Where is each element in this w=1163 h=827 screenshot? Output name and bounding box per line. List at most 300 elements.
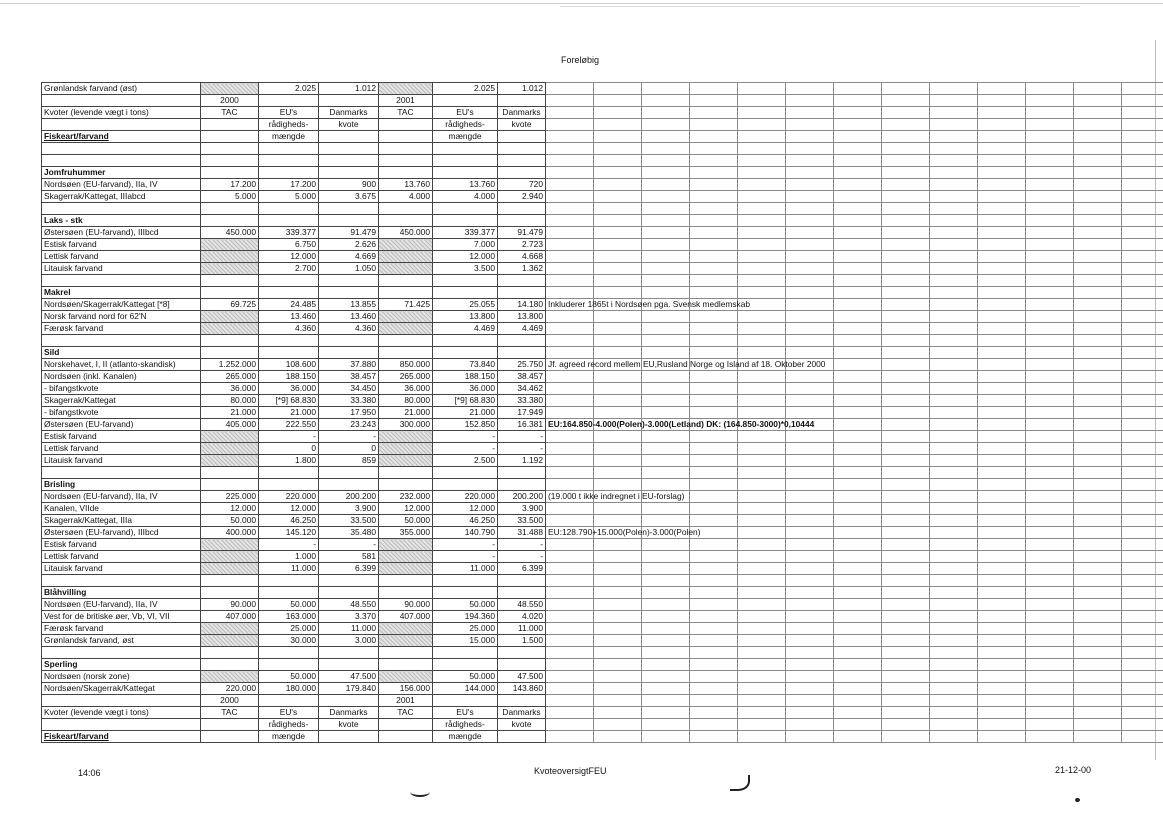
empty-cell [978,467,1026,479]
value-cell: 194.360 [433,611,498,623]
empty-cell [834,455,882,467]
table-row [42,515,1163,527]
value-cell [379,443,433,455]
empty-cell [594,659,642,671]
empty-cell [1074,647,1122,659]
empty-cell [594,347,642,359]
empty-cell [882,527,930,539]
value-cell: 407.000 [379,611,433,623]
empty-cell [738,707,786,719]
empty-cell [930,515,978,527]
empty-cell [834,359,882,371]
species-area-cell: Laks - stk [42,215,201,227]
empty-cell [930,419,978,431]
empty-cell [786,683,834,695]
value-cell: 12.000 [433,503,498,515]
empty-cell [738,383,786,395]
empty-cell [594,227,642,239]
empty-cell [978,179,1026,191]
empty-cell [1074,203,1122,215]
empty-cell [786,275,834,287]
empty-cell [1026,347,1074,359]
empty-cell [546,467,594,479]
empty-cell [786,263,834,275]
empty-cell [786,383,834,395]
empty-cell [834,227,882,239]
value-cell [201,323,259,335]
empty-cell [546,635,594,647]
empty-cell [978,563,1026,575]
empty-cell [1026,575,1074,587]
empty-cell [786,119,834,131]
value-cell: 2.025 [259,83,319,95]
empty-cell [642,503,690,515]
empty-cell [930,287,978,299]
empty-cell [978,443,1026,455]
empty-cell [1026,227,1074,239]
empty-cell [690,671,738,683]
empty-cell [882,131,930,143]
value-cell: 4.668 [498,251,546,263]
empty-cell [882,551,930,563]
empty-cell [1074,143,1122,155]
value-cell [379,203,433,215]
value-cell [201,635,259,647]
species-area-cell: Nordsøen (norsk zone) [42,671,201,683]
empty-cell [786,107,834,119]
value-cell: 11.000 [433,563,498,575]
value-cell [319,287,379,299]
empty-cell [546,179,594,191]
empty-cell [930,659,978,671]
empty-cell [978,359,1026,371]
value-cell [433,287,498,299]
species-area-cell: Kvoter (levende vægt i tons) [42,707,201,719]
empty-cell [1074,335,1122,347]
empty-cell [786,287,834,299]
value-cell: 12.000 [201,503,259,515]
value-cell: 152.850 [433,419,498,431]
empty-cell [834,107,882,119]
empty-cell [1122,551,1163,563]
table-row [42,527,1163,539]
value-cell: 4.000 [379,191,433,203]
value-cell: mængde [433,131,498,143]
empty-cell [1026,563,1074,575]
value-cell: 23.243 [319,419,379,431]
table-row [42,95,1163,107]
species-area-cell: Sperling [42,659,201,671]
empty-cell [882,443,930,455]
empty-cell [594,179,642,191]
empty-cell [978,203,1026,215]
table-row [42,299,1163,311]
empty-cell [594,131,642,143]
empty-cell [1074,83,1122,95]
value-cell [259,647,319,659]
empty-cell [642,83,690,95]
empty-cell [1074,503,1122,515]
empty-cell [978,95,1026,107]
empty-cell [786,371,834,383]
empty-cell [882,539,930,551]
value-cell [498,215,546,227]
empty-cell [594,443,642,455]
empty-cell [834,239,882,251]
empty-cell [930,443,978,455]
empty-cell [1026,179,1074,191]
value-cell: 2001 [379,95,433,107]
empty-cell [738,671,786,683]
empty-cell [1122,539,1163,551]
value-cell: 3.370 [319,611,379,623]
empty-cell [1074,167,1122,179]
empty-cell [594,503,642,515]
empty-cell [642,371,690,383]
value-cell: 48.550 [319,599,379,611]
value-cell [498,287,546,299]
value-cell [259,143,319,155]
value-cell: 13.800 [433,311,498,323]
value-cell: 144.000 [433,683,498,695]
value-cell [379,719,433,731]
empty-cell [738,95,786,107]
species-area-cell [42,467,201,479]
empty-cell [738,503,786,515]
empty-cell [642,263,690,275]
empty-cell [642,179,690,191]
species-area-cell: Kvoter (levende vægt i tons) [42,107,201,119]
empty-cell [930,263,978,275]
species-area-cell: Nordsøen (inkl. Kanalen) [42,371,201,383]
empty-cell [978,647,1026,659]
table-row [42,611,1163,623]
species-area-cell [42,275,201,287]
empty-cell [978,623,1026,635]
value-cell: 0 [259,443,319,455]
value-cell: 2.025 [433,83,498,95]
value-cell [379,587,433,599]
footer-filename: KvoteoversigtFEU [534,766,607,776]
empty-cell [1122,203,1163,215]
value-cell: 1.000 [259,551,319,563]
empty-cell [1122,251,1163,263]
value-cell [259,155,319,167]
empty-cell [738,227,786,239]
value-cell [201,431,259,443]
empty-cell [882,695,930,707]
empty-cell [1074,611,1122,623]
empty-cell [1122,227,1163,239]
quota-table [41,82,1163,743]
value-cell [259,479,319,491]
empty-cell [738,215,786,227]
empty-cell [882,707,930,719]
empty-cell [738,395,786,407]
empty-cell [642,311,690,323]
value-cell: Danmarks [498,707,546,719]
empty-cell [1026,119,1074,131]
species-area-cell: Færøsk farvand [42,323,201,335]
value-cell [379,251,433,263]
empty-cell [930,203,978,215]
value-cell [201,215,259,227]
empty-cell [594,539,642,551]
empty-cell [546,215,594,227]
empty-cell [594,575,642,587]
value-cell: 400.000 [201,527,259,539]
empty-cell [546,671,594,683]
empty-cell [930,383,978,395]
value-cell: 232.000 [379,491,433,503]
empty-cell [786,347,834,359]
value-cell [201,731,259,743]
value-cell: 37.880 [319,359,379,371]
empty-cell [930,575,978,587]
empty-cell [882,611,930,623]
empty-cell [978,455,1026,467]
empty-cell [882,575,930,587]
value-cell [498,167,546,179]
empty-cell [786,95,834,107]
empty-cell [642,479,690,491]
value-cell [259,95,319,107]
table-row [42,131,1163,143]
empty-cell [690,179,738,191]
value-cell [201,455,259,467]
value-cell: 46.250 [259,515,319,527]
value-cell [201,479,259,491]
empty-cell [786,335,834,347]
empty-cell [546,503,594,515]
empty-cell [1122,671,1163,683]
empty-cell [930,635,978,647]
empty-cell [1026,731,1074,743]
empty-cell [546,167,594,179]
empty-cell [930,299,978,311]
empty-cell [642,407,690,419]
empty-cell [642,659,690,671]
empty-cell [690,347,738,359]
empty-cell [1074,431,1122,443]
empty-cell [738,311,786,323]
empty-cell [1074,371,1122,383]
empty-cell [738,251,786,263]
value-cell [201,83,259,95]
table-row [42,347,1163,359]
value-cell [379,143,433,155]
empty-cell [1122,239,1163,251]
empty-cell [834,623,882,635]
value-cell [433,347,498,359]
empty-cell [930,239,978,251]
empty-cell [930,503,978,515]
empty-cell [546,599,594,611]
value-cell [201,167,259,179]
empty-cell [1122,683,1163,695]
empty-cell [690,191,738,203]
empty-cell [738,731,786,743]
value-cell: 4.360 [319,323,379,335]
value-cell [498,695,546,707]
empty-cell [738,107,786,119]
empty-cell [738,455,786,467]
empty-cell [594,455,642,467]
species-area-cell: Lettisk farvand [42,251,201,263]
empty-cell [594,155,642,167]
empty-cell [882,371,930,383]
empty-cell [1122,695,1163,707]
value-cell [433,95,498,107]
empty-cell [1074,215,1122,227]
empty-cell [978,431,1026,443]
value-cell: 4.360 [259,323,319,335]
value-cell [379,467,433,479]
empty-cell [834,263,882,275]
empty-cell [834,671,882,683]
empty-cell [786,527,834,539]
empty-cell [1026,431,1074,443]
value-cell: 25.000 [259,623,319,635]
empty-cell [642,251,690,263]
empty-cell [738,203,786,215]
empty-cell [594,479,642,491]
empty-cell [1122,563,1163,575]
value-cell: 4.020 [498,611,546,623]
value-cell: 25.750 [498,359,546,371]
empty-cell [1074,251,1122,263]
empty-cell [1074,683,1122,695]
empty-cell [642,215,690,227]
empty-cell [882,587,930,599]
value-cell: 13.460 [259,311,319,323]
empty-cell [882,395,930,407]
empty-cell [546,119,594,131]
value-cell: 34.462 [498,383,546,395]
value-cell [379,323,433,335]
value-cell: 265.000 [201,371,259,383]
empty-cell [930,215,978,227]
empty-cell [546,443,594,455]
value-cell: 5.000 [201,191,259,203]
empty-cell [594,647,642,659]
empty-cell [834,179,882,191]
empty-cell [978,263,1026,275]
empty-cell [690,311,738,323]
value-cell [259,215,319,227]
empty-cell [978,311,1026,323]
empty-cell [642,467,690,479]
empty-cell [786,299,834,311]
value-cell: 4.469 [433,323,498,335]
empty-cell [1122,359,1163,371]
empty-cell [546,143,594,155]
empty-cell [834,407,882,419]
value-cell: 222.550 [259,419,319,431]
empty-cell [690,659,738,671]
value-cell [201,311,259,323]
empty-cell [642,575,690,587]
empty-cell [786,431,834,443]
value-cell [379,335,433,347]
empty-cell [786,551,834,563]
value-cell [379,551,433,563]
empty-cell [594,395,642,407]
empty-cell [1074,467,1122,479]
species-area-cell: Blåhvilling [42,587,201,599]
empty-cell [1074,359,1122,371]
value-cell [379,479,433,491]
empty-cell [786,659,834,671]
species-area-cell [42,335,201,347]
value-cell: Danmarks [319,107,379,119]
empty-cell [930,731,978,743]
empty-cell [738,119,786,131]
empty-cell [642,155,690,167]
empty-cell [978,323,1026,335]
empty-cell [738,443,786,455]
empty-cell [546,203,594,215]
empty-cell [546,479,594,491]
value-cell: 50.000 [259,671,319,683]
empty-cell [1074,575,1122,587]
empty-cell [1026,323,1074,335]
empty-cell [1122,335,1163,347]
value-cell: 581 [319,551,379,563]
value-cell: 21.000 [201,407,259,419]
value-cell: - [498,431,546,443]
value-cell: 16.381 [498,419,546,431]
value-cell: 69.725 [201,299,259,311]
empty-cell [1026,131,1074,143]
empty-cell [1122,419,1163,431]
empty-cell [930,671,978,683]
value-cell [433,659,498,671]
empty-cell [1074,623,1122,635]
table-row [42,407,1163,419]
empty-cell [1074,491,1122,503]
empty-cell [930,131,978,143]
empty-cell [1074,635,1122,647]
empty-cell [786,599,834,611]
value-cell [379,215,433,227]
empty-cell [930,119,978,131]
value-cell [201,551,259,563]
empty-cell [882,215,930,227]
empty-cell [978,695,1026,707]
empty-cell [786,491,834,503]
value-cell [379,647,433,659]
empty-cell [978,551,1026,563]
empty-cell [1074,95,1122,107]
empty-cell [834,311,882,323]
empty-cell [690,119,738,131]
species-area-cell [42,575,201,587]
empty-cell [594,467,642,479]
footer-time: 14:06 [78,768,101,778]
empty-cell [978,659,1026,671]
value-cell: 1.252.000 [201,359,259,371]
table-row [42,323,1163,335]
empty-cell [642,695,690,707]
empty-cell [882,239,930,251]
empty-cell [930,227,978,239]
value-cell [379,311,433,323]
empty-cell [546,347,594,359]
empty-cell [594,275,642,287]
empty-cell [786,311,834,323]
empty-cell [738,83,786,95]
